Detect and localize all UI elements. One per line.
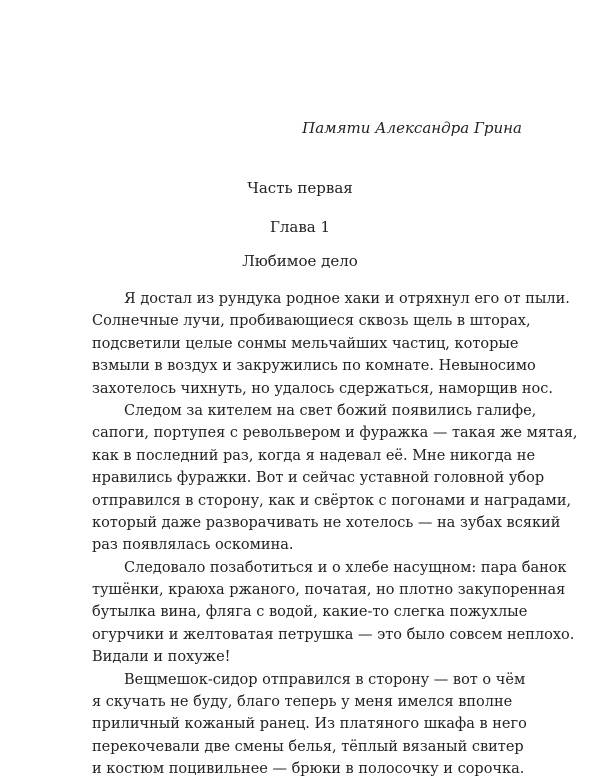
text-line: Солнечные лучи, пробивающиеся сквозь щель в шторах, (92, 313, 531, 330)
body-text (92, 288, 578, 781)
part-heading: Часть первая (247, 179, 353, 197)
paragraph (92, 557, 575, 669)
text-line: подсветили целые сонмы мельчайших частиц, которые (92, 335, 519, 352)
text-line: приличный кожаный ранец. Из платяного шкафа в него (92, 716, 527, 733)
text-line: тушёнки, краюха ржаного, початая, но плотно закупоренная (92, 582, 566, 599)
text-line: раз появлялась оскомина. (92, 537, 294, 554)
chapter-title: Любимое дело (242, 252, 358, 270)
text-line: Видали и похуже! (92, 649, 231, 666)
paragraph (92, 400, 578, 557)
text-line: огурчики и желтоватая петрушка — это было совсем неплохо. (92, 626, 575, 643)
text-line: который даже разворачивать не хотелось — на зубах всякий (92, 514, 561, 531)
text-line: сапоги, портупея с револьвером и фуражка — такая же мятая, (92, 425, 578, 442)
text-line: Вещмешок-сидор отправился в сторону — вот о чём (124, 671, 526, 688)
text-line: перекочевали две смены белья, тёплый вязаный свитер (92, 738, 524, 755)
text-line: Следовало позаботиться и о хлебе насущном: пара банок (124, 559, 567, 576)
text-line: захотелось чихнуть, но удалось сдержаться, наморщив нос. (92, 380, 553, 397)
epigraph: Памяти Александра Грина (302, 119, 522, 137)
text-line: Я достал из рундука родное хаки и отряхнул его от пыли. (124, 291, 570, 307)
text-line: и костюм поцивильнее — брюки в полосочку и сорочка. (92, 761, 525, 778)
text-line: я скучать не буду, благо теперь у меня имелся вполне (92, 694, 513, 711)
text-line: отправился в сторону, как и свёрток с погонами и наградами, (92, 492, 572, 509)
text-line: взмыли в воздух и закружились по комнате. Невыносимо (92, 358, 536, 375)
text-line: как в последний раз, когда я надевал её. Мне никогда не (92, 447, 536, 464)
text-line: нравились фуражки. Вот и сейчас уставной головной убор (92, 470, 545, 487)
text-line: бутылка вина, фляга с водой, какие-то слегка пожухлые (92, 604, 528, 621)
text-line: Следом за кителем на свет божий появились галифе, (124, 402, 537, 419)
paragraph (92, 669, 527, 781)
chapter-heading: Глава 1 (269, 218, 331, 236)
paragraph (92, 288, 570, 400)
